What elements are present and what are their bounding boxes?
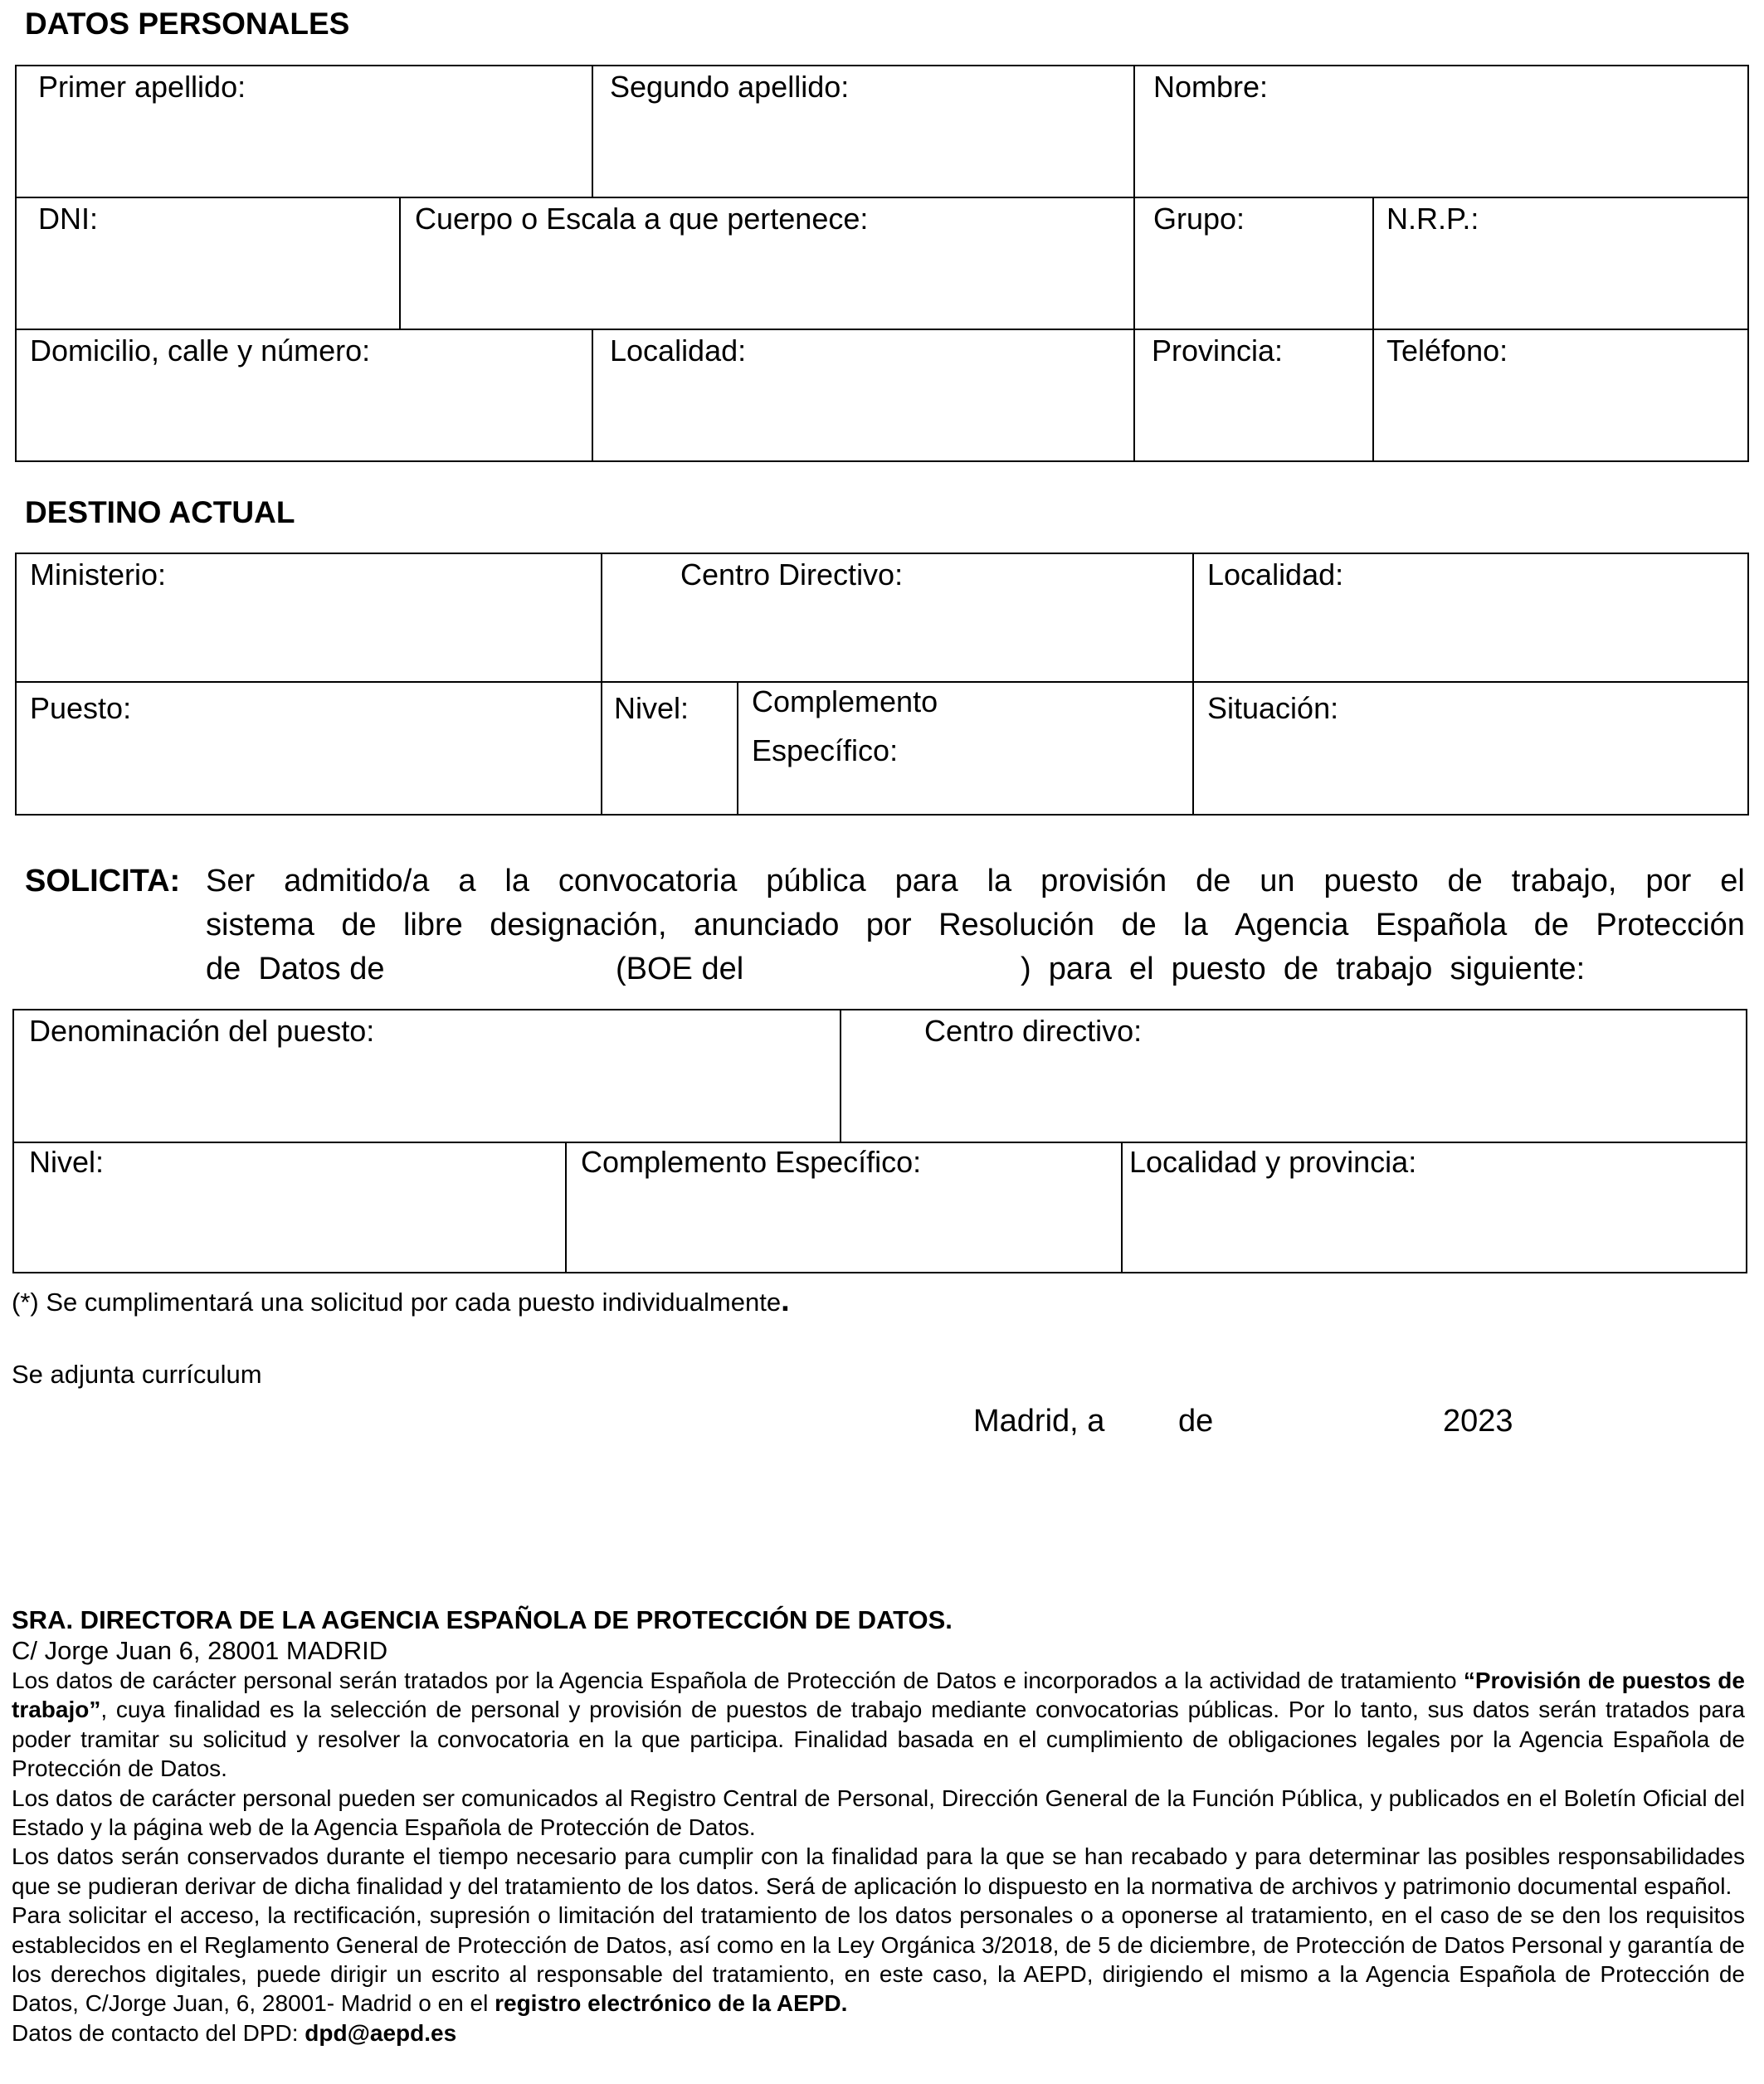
date-de: de: [1178, 1404, 1214, 1439]
section-title-current: DESTINO ACTUAL: [25, 495, 295, 529]
ministry-label: Ministerio:: [30, 558, 167, 592]
locality-field[interactable]: [592, 329, 1135, 462]
request-label: SOLICITA:: [25, 864, 181, 898]
current-locality-label: Localidad:: [1207, 558, 1344, 592]
request-line-3b: (BOE del: [616, 952, 744, 986]
legal-paragraph-4: Para solicitar el acceso, la rectificación, supresión o limitación del tratamiento de los datos personales o a oponerse al tratamiento, en el caso de se den los requisitos establecidos en el Reglamento General de Protección de Datos, así como en la Ley Orgánica 3/2018, de 5 de diciembre, de Protección de Datos Personal y garantía de los derechos digitales, puede dirigir un escrito al responsable del tratamiento, en este caso, la AEPD, dirigiendo el mismo a la Agencia Española de Protección de Datos, C/Jorge Juan, 6, 28001- Madrid o en el registro electrónico de la AEPD.: [12, 1902, 1745, 2017]
position-center-field[interactable]: [840, 1009, 1747, 1143]
current-center-field[interactable]: [601, 553, 1194, 683]
attached-note: Se adjunta currículum: [12, 1360, 262, 1389]
position-level-label: Nivel:: [29, 1145, 105, 1179]
request-line-3c: ) para el puesto de trabajo siguiente:: [1021, 952, 1586, 986]
recipient: SRA. DIRECTORA DE LA AGENCIA ESPAÑOLA DE PROTECCIÓN DE DATOS.: [12, 1605, 953, 1634]
position-center-label: Centro directivo:: [924, 1014, 1143, 1048]
position-complement-field[interactable]: [565, 1142, 1123, 1273]
ministry-field[interactable]: [15, 553, 602, 683]
phone-label: Teléfono:: [1386, 334, 1508, 368]
footnote: (*) Se cumplimentará una solicitud por cada puesto individualmente.: [12, 1283, 790, 1318]
nrp-label: N.R.P.:: [1386, 202, 1479, 236]
position-level-field[interactable]: [12, 1142, 567, 1273]
current-level-field[interactable]: [601, 681, 738, 816]
recipient-address: C/ Jorge Juan 6, 28001 MADRID: [12, 1636, 388, 1665]
first-surname-field[interactable]: [15, 65, 593, 198]
current-locality-field[interactable]: [1192, 553, 1749, 683]
situation-field[interactable]: [1192, 681, 1749, 816]
current-level-label: Nivel:: [614, 691, 690, 725]
date-year: 2023: [1443, 1404, 1513, 1439]
dpd-contact: Datos de contacto del DPD: dpd@aepd.es: [12, 2019, 457, 2046]
name-label: Nombre:: [1153, 70, 1269, 104]
second-surname-label: Segundo apellido:: [610, 70, 850, 104]
legal-paragraph-3: Los datos serán conservados durante el tiempo necesario para cumplir con la finalidad para la que se han recabado y para determinar las posibles responsabilidades que se pudieran derivar de dicha finalidad y del tratamiento de los datos. Será de aplicación lo dispuesto en la normativa de archivos y patrimonio documental español.: [12, 1843, 1745, 1899]
current-complement-label-1: Complemento: [752, 684, 938, 718]
dni-label: DNI:: [38, 202, 98, 236]
first-surname-label: Primer apellido:: [38, 70, 246, 104]
province-label: Provincia:: [1152, 334, 1284, 368]
denomination-field[interactable]: [12, 1009, 841, 1143]
group-field[interactable]: [1133, 197, 1374, 330]
current-complement-label-2: Específico:: [752, 733, 899, 767]
current-center-label: Centro Directivo:: [680, 558, 904, 592]
legal-paragraph-1: Los datos de carácter personal serán tratados por la Agencia Española de Protección de Datos e incorporados a la actividad de tratamiento “Provisión de puestos de trabajo”, cuya finalidad es la selección de personal y provisión de puestos de trabajo mediante convocatorias públicas. Por lo tanto, sus datos serán tratados para poder tramitar su solicitud y resolver la convocatoria en la que participa. Finalidad basada en el cumplimiento de obligaciones legales por la Agencia Española de Protección de Datos.: [12, 1668, 1745, 1782]
request-line-1: Ser admitido/a a la convocatoria pública para la provisión de un puesto de trabajo, por el: [206, 864, 1745, 898]
name-field[interactable]: [1133, 65, 1749, 198]
locality-label: Localidad:: [610, 334, 747, 368]
address-label: Domicilio, calle y número:: [30, 334, 371, 368]
position-locality-label: Localidad y provincia:: [1129, 1145, 1417, 1179]
request-line-3a: de Datos de: [206, 952, 385, 986]
dni-field[interactable]: [15, 197, 401, 330]
position-complement-label: Complemento Específico:: [581, 1145, 922, 1179]
date-place: Madrid, a: [973, 1404, 1105, 1439]
second-surname-field[interactable]: [592, 65, 1135, 198]
section-title-personal: DATOS PERSONALES: [25, 7, 350, 41]
body-field[interactable]: [399, 197, 1135, 330]
phone-field[interactable]: [1372, 329, 1749, 462]
dpd-email[interactable]: dpd@aepd.es: [305, 2019, 457, 2046]
group-label: Grupo:: [1153, 202, 1245, 236]
province-field[interactable]: [1133, 329, 1374, 462]
nrp-field[interactable]: [1372, 197, 1749, 330]
denomination-label: Denominación del puesto:: [29, 1014, 375, 1048]
address-field[interactable]: [15, 329, 593, 462]
current-complement-field[interactable]: [737, 681, 1194, 816]
body-label: Cuerpo o Escala a que pertenece:: [415, 202, 869, 236]
post-label: Puesto:: [30, 691, 132, 725]
request-line-2: sistema de libre designación, anunciado por Resolución de la Agencia Española de Protección: [206, 908, 1745, 942]
position-locality-field[interactable]: [1121, 1142, 1747, 1273]
legal-paragraph-2: Los datos de carácter personal pueden ser comunicados al Registro Central de Personal, Dirección General de la Función Pública, y publicados en el Boletín Oficial del Estado y la página web de la Agencia Española de Protección de Datos.: [12, 1785, 1745, 1841]
situation-label: Situación:: [1207, 691, 1339, 725]
legal-text: [12, 1666, 1745, 2047]
post-field[interactable]: [15, 681, 602, 816]
